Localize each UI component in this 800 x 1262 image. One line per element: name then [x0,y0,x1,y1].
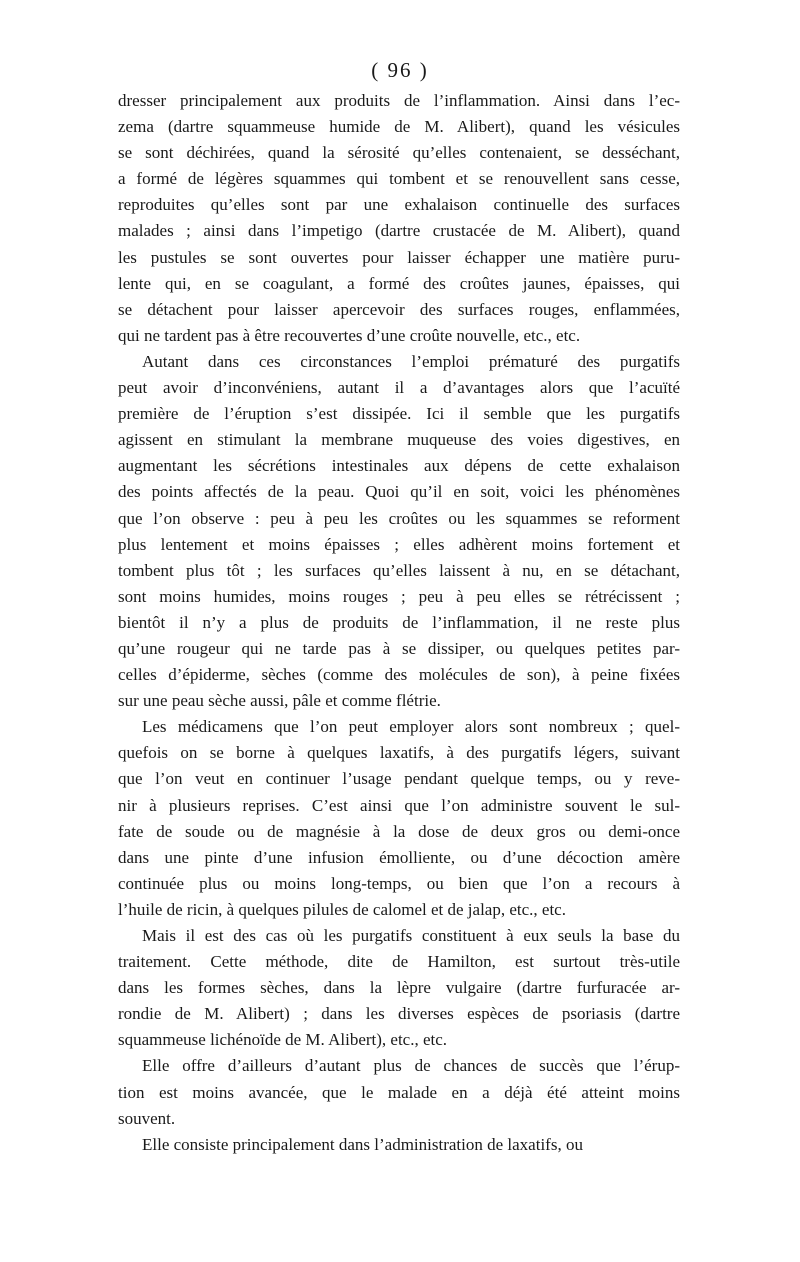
text-line: Autant dans ces circonstances l’emploi prématuré des purgatifs [142,351,680,371]
text-line: que l’on veut en continuer l’usage pendant quelque temps, ou y reve- [118,769,680,789]
text-line: tombent plus tôt ; les surfaces qu’elles laissent à nu, en se détachant, [118,560,680,580]
text-line: première de l’éruption s’est dissipée. Ici il semble que les purgatifs [118,404,680,424]
text-line: dresser principalement aux produits de l’inflammation. Ainsi dans l’ec- [118,91,680,110]
text-line: augmentant les sécrétions intestinales aux dépens de cette exhalaison [118,456,680,476]
text-line: quefois on se borne à quelques laxatifs, à des purgatifs légers, suivant [118,743,680,763]
text-line: tion est moins avancée, que le malade en a déjà été atteint moins [118,1082,680,1102]
text-line: les pustules se sont ouvertes pour laisser échapper une matière puru- [118,247,680,267]
text-line: traitement. Cette méthode, dite de Hamilton, est surtout très-utile [118,952,680,972]
text-line: souvent. [118,1108,176,1128]
paragraph [118,1132,680,1158]
text-line: que l’on observe : peu à peu les croûtes ou les squammes se reforment [118,508,680,528]
text-line: fate de soude ou de magnésie à la dose de deux gros ou demi-once [118,821,680,841]
text-line: l’huile de ricin, à quelques pilules de calomel et de jalap, etc., etc. [118,899,566,919]
text-line: peut avoir d’inconvéniens, autant il a d’avantages alors que l’acuïté [118,378,680,398]
text-line: qu’une rougeur qui ne tarde pas à se dissiper, ou quelques petites par- [118,638,680,658]
paragraph [118,88,680,349]
text-line: Mais il est des cas où les purgatifs constituent à eux seuls la base du [142,926,680,945]
text-line: sont moins humides, moins rouges ; peu à peu elles se rétrécissent ; [118,586,680,606]
text-line: squammeuse lichénoïde de M. Alibert), etc., etc. [118,1030,448,1050]
text-line: plus lentement et moins épaisses ; elles adhèrent moins fortement et [118,534,680,554]
paragraph [118,349,680,714]
paragraph [118,923,680,1053]
text-line: agissent en stimulant la membrane muqueuse des voies digestives, en [118,430,680,450]
text-line: Elle consiste principalement dans l’administration de laxatifs, ou [142,1134,583,1154]
body-text [118,88,680,1158]
text-line: bientôt il n’y a plus de produits de l’inflammation, il ne reste plus [118,612,680,632]
text-line: lente qui, en se coagulant, a formé des croûtes jaunes, épaisses, qui [118,273,680,293]
text-line: zema (dartre squammeuse humide de M. Alibert), quand les vésicules [118,117,680,137]
text-line: rondie de M. Alibert) ; dans les diverses espèces de psoriasis (dartre [118,1004,680,1024]
text-line: se détachent pour laisser apercevoir des surfaces rouges, enflammées, [118,299,680,319]
paragraph [118,1053,680,1131]
text-line: des points affectés de la peau. Quoi qu’il en soit, voici les phénomènes [118,482,680,502]
text-line: malades ; ainsi dans l’impetigo (dartre crustacée de M. Alibert), quand [118,221,680,241]
text-line: reproduites qu’elles sont par une exhalaison continuelle des surfaces [118,195,680,215]
text-line: se sont déchirées, quand la sérosité qu’elles contenaient, se desséchant, [118,143,680,163]
page-number: ( 96 ) [371,58,429,82]
text-line: qui ne tardent pas à être recouvertes d’une croûte nouvelle, etc., etc. [118,325,581,345]
text-line: celles d’épiderme, sèches (comme des molécules de son), à peine fixées [118,665,680,685]
text-line: Elle offre d’ailleurs d’autant plus de chances de succès que l’érup- [142,1056,680,1076]
text-line: continuée plus ou moins long-temps, ou bien que l’on a recours à [118,873,680,893]
text-line: a formé de légères squammes qui tombent et se renouvellent sans cesse, [118,169,680,189]
text-line: dans une pinte d’une infusion émolliente, ou d’une décoction amère [118,847,680,867]
text-line: sur une peau sèche aussi, pâle et comme flétrie. [118,691,441,711]
text-line: Les médicamens que l’on peut employer alors sont nombreux ; quel- [142,717,680,737]
text-line: nir à plusieurs reprises. C’est ainsi que l’on administre souvent le sul- [118,795,680,815]
paragraph [118,714,680,923]
text-line: dans les formes sèches, dans la lèpre vulgaire (dartre furfuracée ar- [118,978,680,998]
